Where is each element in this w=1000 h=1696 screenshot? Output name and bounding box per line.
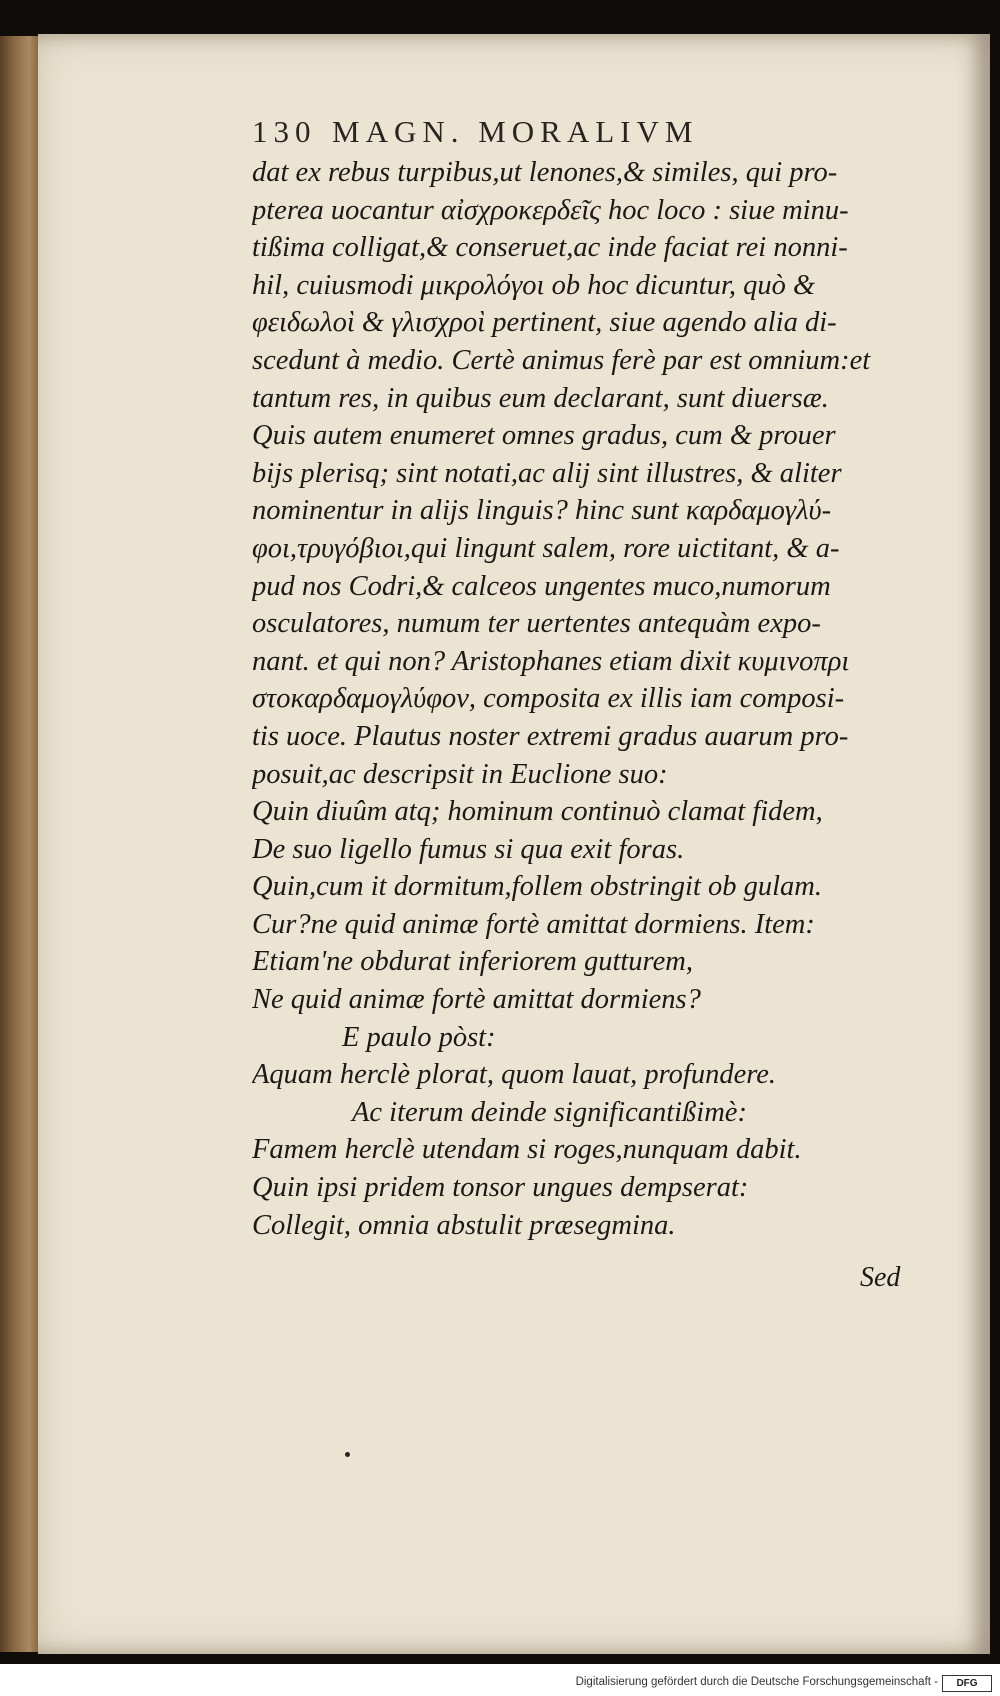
verse-line: Cur?ne quid animæ fortè amittat dormiens. Item: — [252, 908, 815, 940]
text-line: osculatores, numum ter uertentes antequàm expo- — [252, 608, 821, 640]
text-line: tis uoce. Plautus noster extremi gradus auarum pro- — [252, 720, 849, 752]
text-line: bijs plerisq; sint notati,ac alij sint illustres, & aliter — [252, 457, 842, 489]
running-head — [252, 110, 952, 154]
text-line: nant. et qui non? Aristophanes etiam dixit κυμινοπρι — [252, 645, 850, 677]
ink-speck — [345, 1452, 350, 1457]
page-text-block — [252, 110, 952, 1244]
text-line: φειδωλοὶ & γλισχροὶ pertinent, siue agendo alia di- — [252, 307, 837, 339]
verse-interjection: Ac iterum deinde significantißimè: — [352, 1096, 747, 1128]
text-line: στοκαρδαμογλύφον, composita ex illis iam composi- — [252, 683, 845, 715]
text-line: φοι,τρυγόβιοι,qui lingunt salem, rore uictitant, & a- — [252, 532, 840, 564]
book-page-edges — [0, 36, 42, 1652]
text-line: scedunt à medio. Certè animus ferè par est omnium:et — [252, 344, 871, 376]
verse-line: Quin ipsi pridem tonsor ungues dempserat: — [252, 1172, 749, 1204]
verse-line: Aquam herclè plorat, quom lauat, profundere. — [252, 1059, 777, 1091]
text-line: pud nos Codri,& calceos ungentes muco,numorum — [252, 570, 831, 602]
body-text — [252, 154, 952, 1244]
verse-line: Collegit, omnia abstulit præsegmina. — [252, 1209, 676, 1241]
text-line: Quis autem enumeret omnes gradus, cum & prouer — [252, 420, 836, 452]
verse-line: De suo ligello fumus si qua exit foras. — [252, 833, 685, 865]
verse-line: Quin diuûm atq; hominum continuò clamat fidem, — [252, 796, 823, 828]
text-line: nominentur in alijs linguis? hinc sunt καρδαμογλύ- — [252, 495, 832, 527]
verse-line: Famem herclè utendam si roges,nunquam dabit. — [252, 1134, 802, 1166]
catchword: Sed — [860, 1262, 901, 1293]
dfg-logo: DFG — [942, 1675, 992, 1692]
verse-line: Ne quid animæ fortè amittat dormiens? — [252, 984, 701, 1016]
verse-line: Etiam'ne obdurat inferiorem gutturem, — [252, 946, 693, 978]
text-line: hil, cuiusmodi μικρολόγοι ob hoc dicuntur, quò & — [252, 269, 816, 301]
verse-interjection: E paulo pòst: — [342, 1021, 496, 1053]
verse-line: Quin,cum it dormitum,follem obstringit ob gulam. — [252, 871, 822, 903]
text-line: tantum res, in quibus eum declarant, sunt diuersæ. — [252, 382, 829, 414]
text-line: dat ex rebus turpibus,ut lenones,& similes, qui pro- — [252, 157, 838, 188]
text-line: posuit,ac descripsit in Euclione suo: — [252, 758, 668, 790]
digitization-credit: Digitalisierung gefördert durch die Deutsche Forschungsgemeinschaft - — [575, 1676, 938, 1688]
page-number: 130 — [252, 114, 317, 149]
running-title: MAGN. MORALIVM — [332, 114, 699, 149]
text-line: pterea uocantur αἰσχροκερδεῖς hoc loco : siue minu- — [252, 194, 849, 226]
text-line: tißima colligat,& conseruet,ac inde faciat rei nonni- — [252, 232, 848, 264]
